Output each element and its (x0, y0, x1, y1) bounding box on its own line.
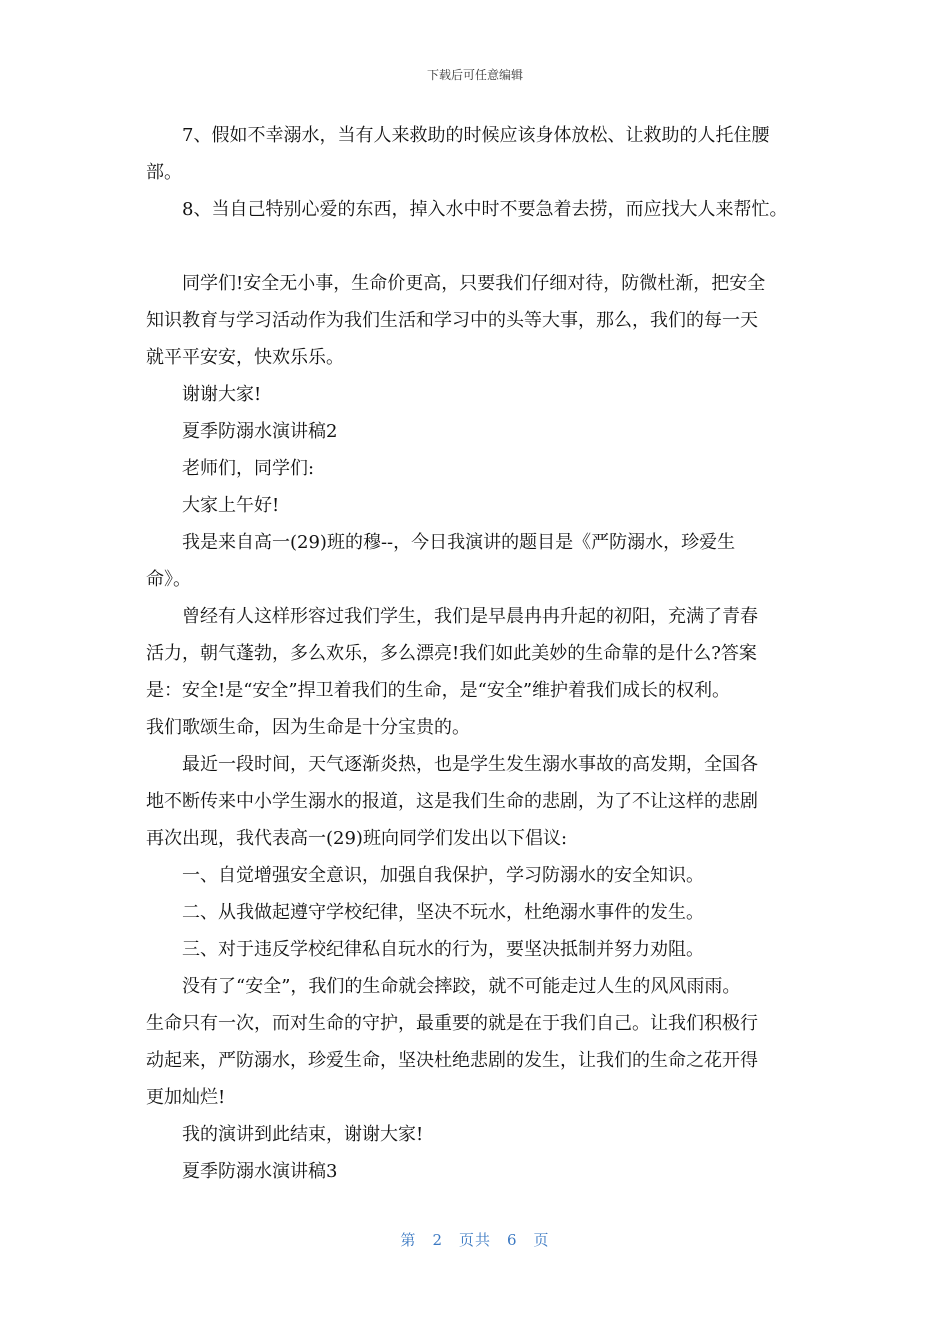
text-line: 活力，朝气蓬勃，多么欢乐，多么漂亮!我们如此美妙的生命靠的是什么?答案 (146, 643, 757, 664)
text-line: 最近一段时间，天气逐渐炎热，也是学生发生溺水事故的高发期，全国各 (182, 754, 758, 775)
text-line: 老师们，同学们: (182, 458, 315, 479)
page-footer (0, 1229, 950, 1250)
footer-total-pages: 6 (507, 1231, 518, 1249)
text-line: 没有了“安全”，我们的生命就会摔跤，就不可能走过人生的风风雨雨。 (182, 976, 741, 997)
text-line: 大家上午好! (182, 495, 280, 516)
text-line: 二、从我做起遵守学校纪律，坚决不玩水，杜绝溺水事件的发生。 (182, 902, 704, 923)
document-body (146, 117, 816, 1190)
text-line: 地不断传来中小学生溺水的报道，这是我们生命的悲剧，为了不让这样的悲剧 (146, 791, 758, 812)
text-line: 是：安全!是“安全”捍卫着我们的生命，是“安全”维护着我们成长的权利。 (146, 680, 731, 701)
section-title: 夏季防溺水演讲稿3 (182, 1161, 338, 1182)
text-line: 我们歌颂生命，因为生命是十分宝贵的。 (146, 717, 470, 738)
footer-di: 第 (400, 1231, 417, 1249)
text-line: 更加灿烂! (146, 1087, 226, 1108)
text-line: 我是来自高一(29)班的穆--，今日我演讲的题目是《严防溺水，珍爱生 (182, 532, 736, 553)
text-line: 一、自觉增强安全意识，加强自我保护，学习防溺水的安全知识。 (182, 865, 704, 886)
text-line: 8、当自己特别心爱的东西，掉入水中时不要急着去捞，而应找大人来帮忙。 (182, 199, 788, 220)
text-line: 就平平安安，快欢乐乐。 (146, 347, 344, 368)
text-line: 谢谢大家! (182, 384, 262, 405)
text-line: 动起来，严防溺水，珍爱生命，坚决杜绝悲剧的发生，让我们的生命之花开得 (146, 1050, 758, 1071)
text-line: 生命只有一次，而对生命的守护，最重要的就是在于我们自己。让我们积极行 (146, 1013, 758, 1034)
text-line: 命》。 (146, 569, 191, 590)
text-line: 知识教育与学习活动作为我们生活和学习中的头等大事，那么，我们的每一天 (146, 310, 758, 331)
text-line: 同学们!安全无小事，生命价更高，只要我们仔细对待，防微杜渐，把安全 (182, 273, 766, 294)
page-header-note: 下载后可任意编辑 (426, 68, 523, 82)
paragraph-gap (146, 228, 816, 265)
text-line: 7、假如不幸溺水，当有人来救助的时候应该身体放松、让救助的人托住腰 (182, 125, 770, 146)
footer-ye: 页 (533, 1231, 550, 1249)
text-line: 我的演讲到此结束，谢谢大家! (182, 1124, 424, 1145)
footer-ye-gong: 页共 (458, 1231, 491, 1249)
text-line: 再次出现，我代表高一(29)班向同学们发出以下倡议: (146, 828, 568, 849)
text-line: 三、对于违反学校纪律私自玩水的行为，要坚决抵制并努力劝阻。 (182, 939, 704, 960)
footer-page-number: 2 (432, 1231, 443, 1249)
section-title: 夏季防溺水演讲稿2 (182, 421, 338, 442)
text-line: 曾经有人这样形容过我们学生，我们是早晨冉冉升起的初阳，充满了青春 (182, 606, 758, 627)
text-line: 部。 (146, 162, 182, 183)
